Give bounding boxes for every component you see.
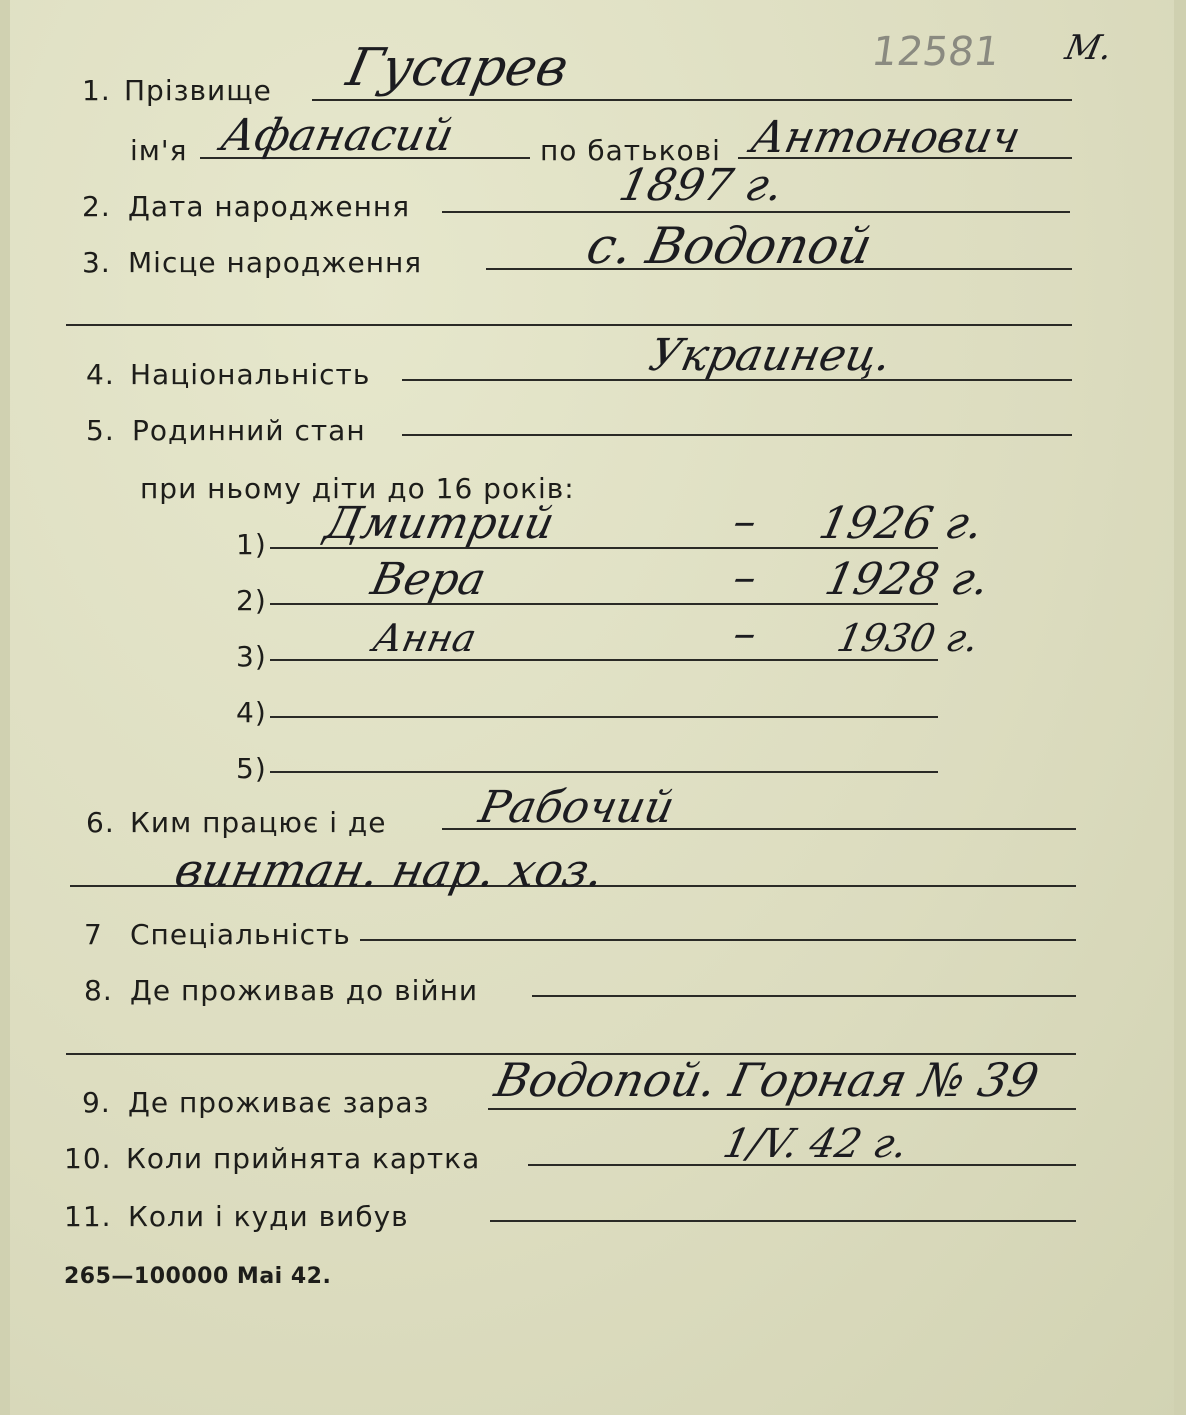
marital-status-label: Родинний стан xyxy=(132,414,366,447)
child-4-num: 4) xyxy=(236,696,267,729)
prewar-residence-label: Де проживав до війни xyxy=(130,974,479,1007)
card-right-edge xyxy=(1174,0,1186,1415)
nationality-value: Украинец. xyxy=(644,330,897,381)
departed-line xyxy=(490,1220,1076,1222)
child-4-line xyxy=(270,716,938,718)
first-name-label: ім'я xyxy=(130,134,188,167)
child-2-year: 1928 г. xyxy=(820,554,994,605)
children-heading: при ньому діти до 16 років: xyxy=(140,472,575,505)
nationality-num: 4. xyxy=(86,358,115,391)
birth-place-label: Місце народження xyxy=(128,246,423,279)
child-1-year: 1926 г. xyxy=(814,498,988,549)
card-ref-letter: M. xyxy=(1061,28,1116,68)
card-accepted-value: 1/V. 42 г. xyxy=(719,1121,912,1167)
departed-label: Коли і куди вибув xyxy=(128,1200,409,1233)
child-1-dash: – xyxy=(728,496,762,547)
occupation-num: 6. xyxy=(86,806,115,839)
patronymic-label: по батькові xyxy=(540,134,721,167)
child-2-name: Вера xyxy=(366,554,491,605)
marital-status-num: 5. xyxy=(86,414,115,447)
occupation-label: Ким працює і де xyxy=(130,806,387,839)
surname-line xyxy=(312,99,1072,101)
nationality-label: Національність xyxy=(130,358,371,391)
card-ref-number: 12581 xyxy=(868,29,1003,75)
print-code: 265—100000 Mai 42. xyxy=(64,1264,332,1289)
occupation-value-line2: винтан. нар. хоз. xyxy=(170,843,609,897)
birth-date-line xyxy=(442,211,1070,213)
child-2-num: 2) xyxy=(236,584,267,617)
child-2-dash: – xyxy=(728,552,762,603)
child-5-line xyxy=(270,771,938,773)
specialty-num: 7 xyxy=(84,918,103,951)
birth-date-value: 1897 г. xyxy=(614,160,788,211)
specialty-line xyxy=(360,939,1076,941)
card-left-edge xyxy=(0,0,10,1415)
patronymic-value: Антонович xyxy=(746,112,1025,163)
current-residence-label: Де проживає зараз xyxy=(128,1086,430,1119)
birth-date-label: Дата народження xyxy=(128,190,411,223)
card-accepted-num: 10. xyxy=(64,1142,112,1175)
prewar-residence-num: 8. xyxy=(84,974,113,1007)
surname-label: Прізвище xyxy=(124,74,272,107)
child-3-dash: – xyxy=(728,608,762,659)
specialty-label: Спеціальність xyxy=(130,918,351,951)
birth-place-num: 3. xyxy=(82,246,111,279)
prewar-residence-line xyxy=(532,995,1076,997)
current-residence-line xyxy=(488,1108,1076,1110)
child-1-num: 1) xyxy=(236,528,267,561)
birth-date-num: 2. xyxy=(82,190,111,223)
first-name-value: Афанасий xyxy=(216,110,459,161)
card-accepted-label: Коли прийнята картка xyxy=(126,1142,481,1175)
departed-num: 11. xyxy=(64,1200,112,1233)
birth-place-line-2 xyxy=(66,324,1072,326)
surname-num: 1. xyxy=(82,74,111,107)
child-3-num: 3) xyxy=(236,640,267,673)
marital-status-line xyxy=(402,434,1072,436)
child-3-year: 1930 г. xyxy=(833,616,983,660)
child-5-num: 5) xyxy=(236,752,267,785)
surname-value: Гусарев xyxy=(341,38,574,98)
occupation-value: Рабочий xyxy=(474,782,679,833)
child-3-name: Анна xyxy=(369,616,481,660)
current-residence-value: Водопой. Горная № 39 xyxy=(490,1053,1044,1107)
current-residence-num: 9. xyxy=(82,1086,111,1119)
child-1-name: Дмитрий xyxy=(320,498,559,549)
birth-place-value: с. Водопой xyxy=(581,217,878,275)
